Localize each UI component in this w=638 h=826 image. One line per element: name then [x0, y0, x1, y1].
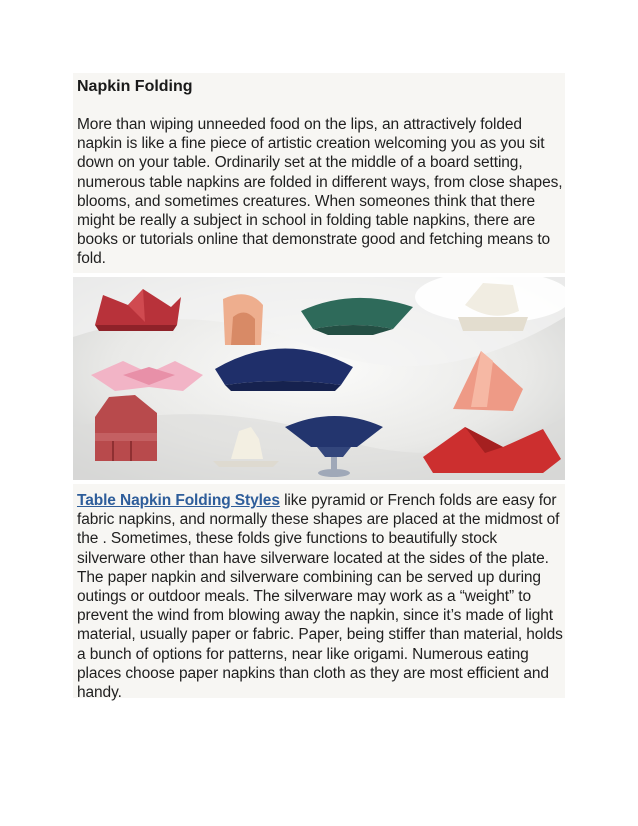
- salmon-hat-napkin: [223, 294, 263, 345]
- styles-paragraph: [77, 491, 565, 702]
- napkin-collage-illustration: [73, 277, 565, 480]
- intro-paragraph: More than wiping unneeded food on the lips, an attractively folded napkin is like a fine piece of artistic creation welcoming you as you sit down on your table. Ordinarily set at the middle of a board setting, numerous table napkins are folded in different ways, from close shapes, blooms, and sometimes creatures. When someones think that there might be really a subject in school in folding table napkins, there are books or tutorials online that demonstrate good and fetching means to fold.: [77, 116, 563, 268]
- styles-section: [73, 484, 565, 702]
- page-title: Napkin Folding: [77, 78, 193, 95]
- intro-section: [73, 73, 565, 273]
- styles-body-text: like pyramid or French folds are easy for fabric napkins, and normally these shapes are placed at the midmost of the . Sometimes, these folds give functions to beautifully stock silverware other than have silverware located at the sides of the plate. The paper napkin and silverware combining can be served up during outings or outdoor meals. The silverware may work as a “weight” to prevent the wind from blowing away the napkin, since it’s made of light material, usually paper or fabric. Paper, being stiffer than material, holds a bunch of options for patterns, near like origami. Numerous eating places choose paper napkins than cloth as they are most efficient and handy.: [77, 492, 563, 702]
- table-napkin-folding-styles-link[interactable]: Table Napkin Folding Styles: [77, 492, 280, 509]
- napkin-folding-photo: [73, 277, 565, 480]
